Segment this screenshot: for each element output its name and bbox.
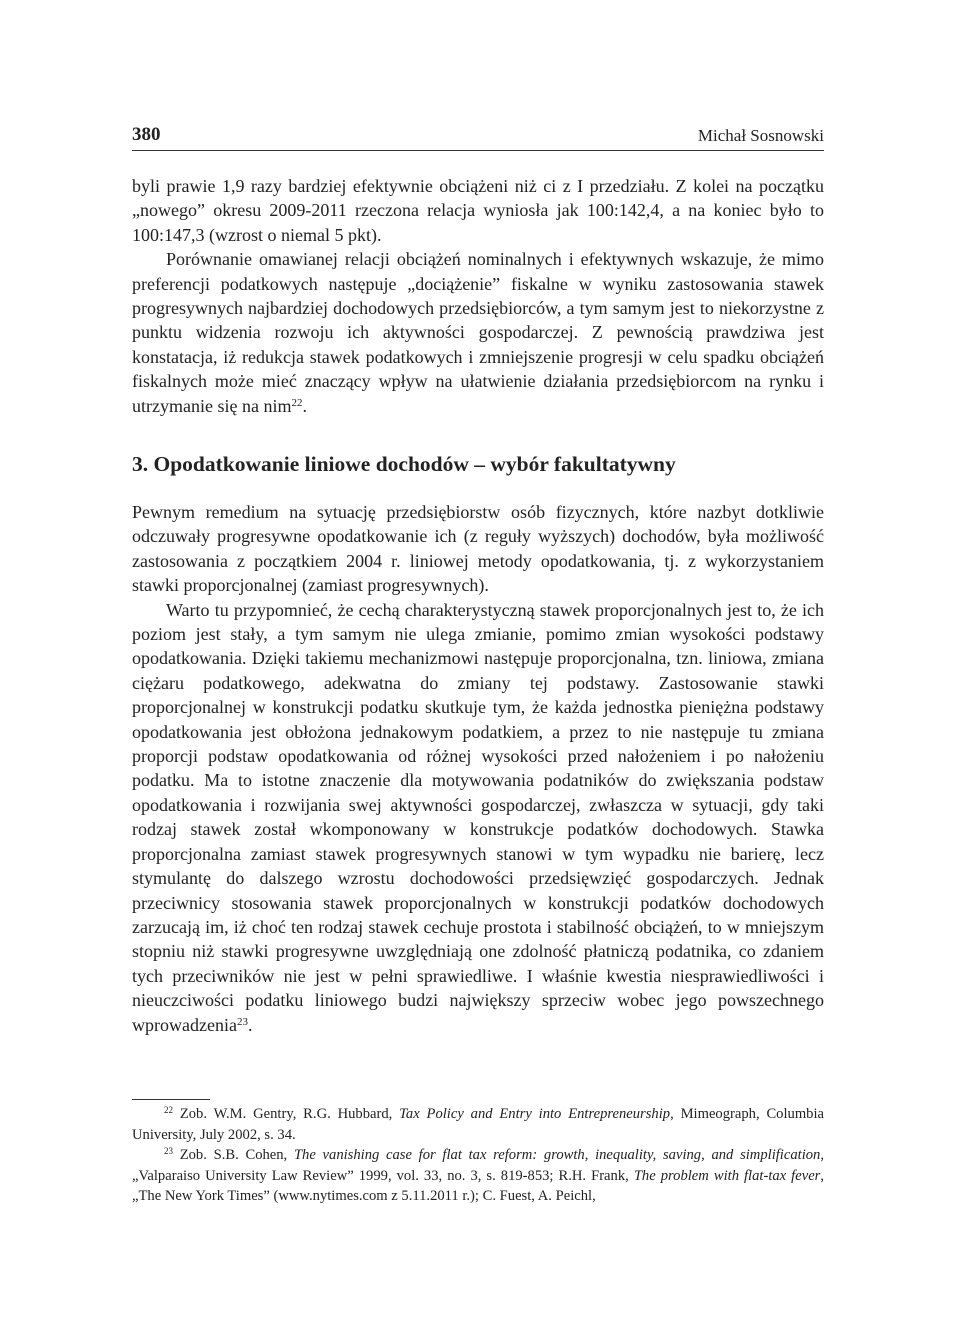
- page-number: 380: [132, 124, 161, 145]
- body-text-top: [132, 174, 824, 418]
- running-header: [132, 124, 824, 151]
- footnote-divider: [132, 1099, 210, 1100]
- paragraph: Porównanie omawianej relacji obciążeń nominalnych i efektywnych wskazuje, że mimo preferencji podatkowych następuje „dociążenie” fiskalne w wyniku zastosowania stawek progresywnych najbardziej dochodowych przedsiębiorców, a tym samym jest to niekorzystne z punktu widzenia rozwoju ich aktywności gospodarczej. Z pewnością prawdziwa jest konstatacja, iż redukcja stawek podatkowych i zmniejszenie progresji w celu spadku obciążeń fiskalnych może mieć znaczący wpływ na ułatwienie działania przedsiębiorcom na rynku i utrzymanie się na nim$^{22}$.: [132, 249, 824, 416]
- running-author: Michał Sosnowski: [697, 126, 824, 145]
- footnote-23: $^{23}$ Zob. S.B. Cohen, The vanishing case for flat tax reform: growth, inequality, saving, and simplification, „Valparaiso University Law Review” 1999, vol. 33, no. 3, s. 819-853; R.H. Frank, The problem with flat-tax fever, „The New York Times” (www.nytimes.com z 5.11.2011 r.); C. Fuest, A. Peichl,: [132, 1146, 825, 1205]
- paragraph: Pewnym remedium na sytuację przedsiębiorstw osób fizycznych, które nazbyt dotkliwie odczuwały progresywne opodatkowanie ich (z reguły wyższych) dochodów, była możliwość zastosowania z początkiem 2004 r. liniowej metody opodatkowania, tj. z wykorzystaniem stawki proporcjonalnej (zamiast progresywnych).: [132, 502, 824, 596]
- section-heading: 3. Opodatkowanie liniowe dochodów – wybór fakultatywny: [132, 452, 676, 476]
- footnote-22: $^{22}$ Zob. W.M. Gentry, R.G. Hubbard, Tax Policy and Entry into Entrepreneurship, Mimeograph, Columbia University, July 2002, s. 34.: [132, 1105, 825, 1143]
- footnote-ref-22[interactable]: 22: [291, 396, 303, 409]
- body-text-bottom: [132, 500, 824, 1037]
- paragraph-continued: byli prawie 1,9 razy bardziej efektywnie obciążeni niż ci z I przedziału. Z kolei na początku „nowego” okresu 2009-2011 rzeczona relacja wyniosła jak 100:142,4, a na koniec było to 100:147,3 (wzrost o niemal 5 pkt).: [132, 176, 824, 245]
- paragraph: Warto tu przypomnieć, że cechą charakterystyczną stawek proporcjonalnych jest to, że ich poziom jest stały, a tym samym nie ulega zmianie, pomimo zmian wysokości podstawy opodatkowania. Dzięki takiemu mechanizmowi następuje proporcjonalna, tzn. liniowa, zmiana ciężaru podatkowego, adekwatna do zmiany tej podstawy. Zastosowanie stawki proporcjonalnej w konstrukcji podatku skutkuje tym, że każda jednostka pieniężna podstawy opodatkowania jest obłożona jednakowym podatkiem, a przez to nie następuje tu zmiana proporcji podstaw opodatkowania od różnej wysokości przed nałożeniem i po nałożeniu podatku. Ma to istotne znaczenie dla motywowania podatników do zwiększania podstaw opodatkowania i rozwijania swej aktywności gospodarczej, zwłaszcza w sytuacji, gdy taki rodzaj stawek został wkomponowany w konstrukcje podatków dochodowych. Stawka proporcjonalna zamiast stawek progresywnych stanowi w tym wypadku nie barierę, lecz stymulantę do dalszego wzrostu dochodowości przedsięwzięć gospodarczych. Jednak przeciwnicy stosowania stawek proporcjonalnych w konstrukcji podatków dochodowych zarzucają im, iż choć ten rodzaj stawek cechuje prostota i stabilność obciążeń, to w mniejszym stopniu niż stawki progresywne uwzględniają one zdolność płatniczą podatnika, co zdaniem tych przeciwników nie jest w pełni sprawiedliwe. I właśnie kwestia niesprawiedliwości i nieuczciwości podatku liniowego budzi największy sprzeciw wobec jego powszechnego wprowadzenia$^{23}$.: [132, 599, 824, 1035]
- footnotes: [132, 1104, 824, 1207]
- footnote-ref-23[interactable]: 23: [236, 1015, 248, 1028]
